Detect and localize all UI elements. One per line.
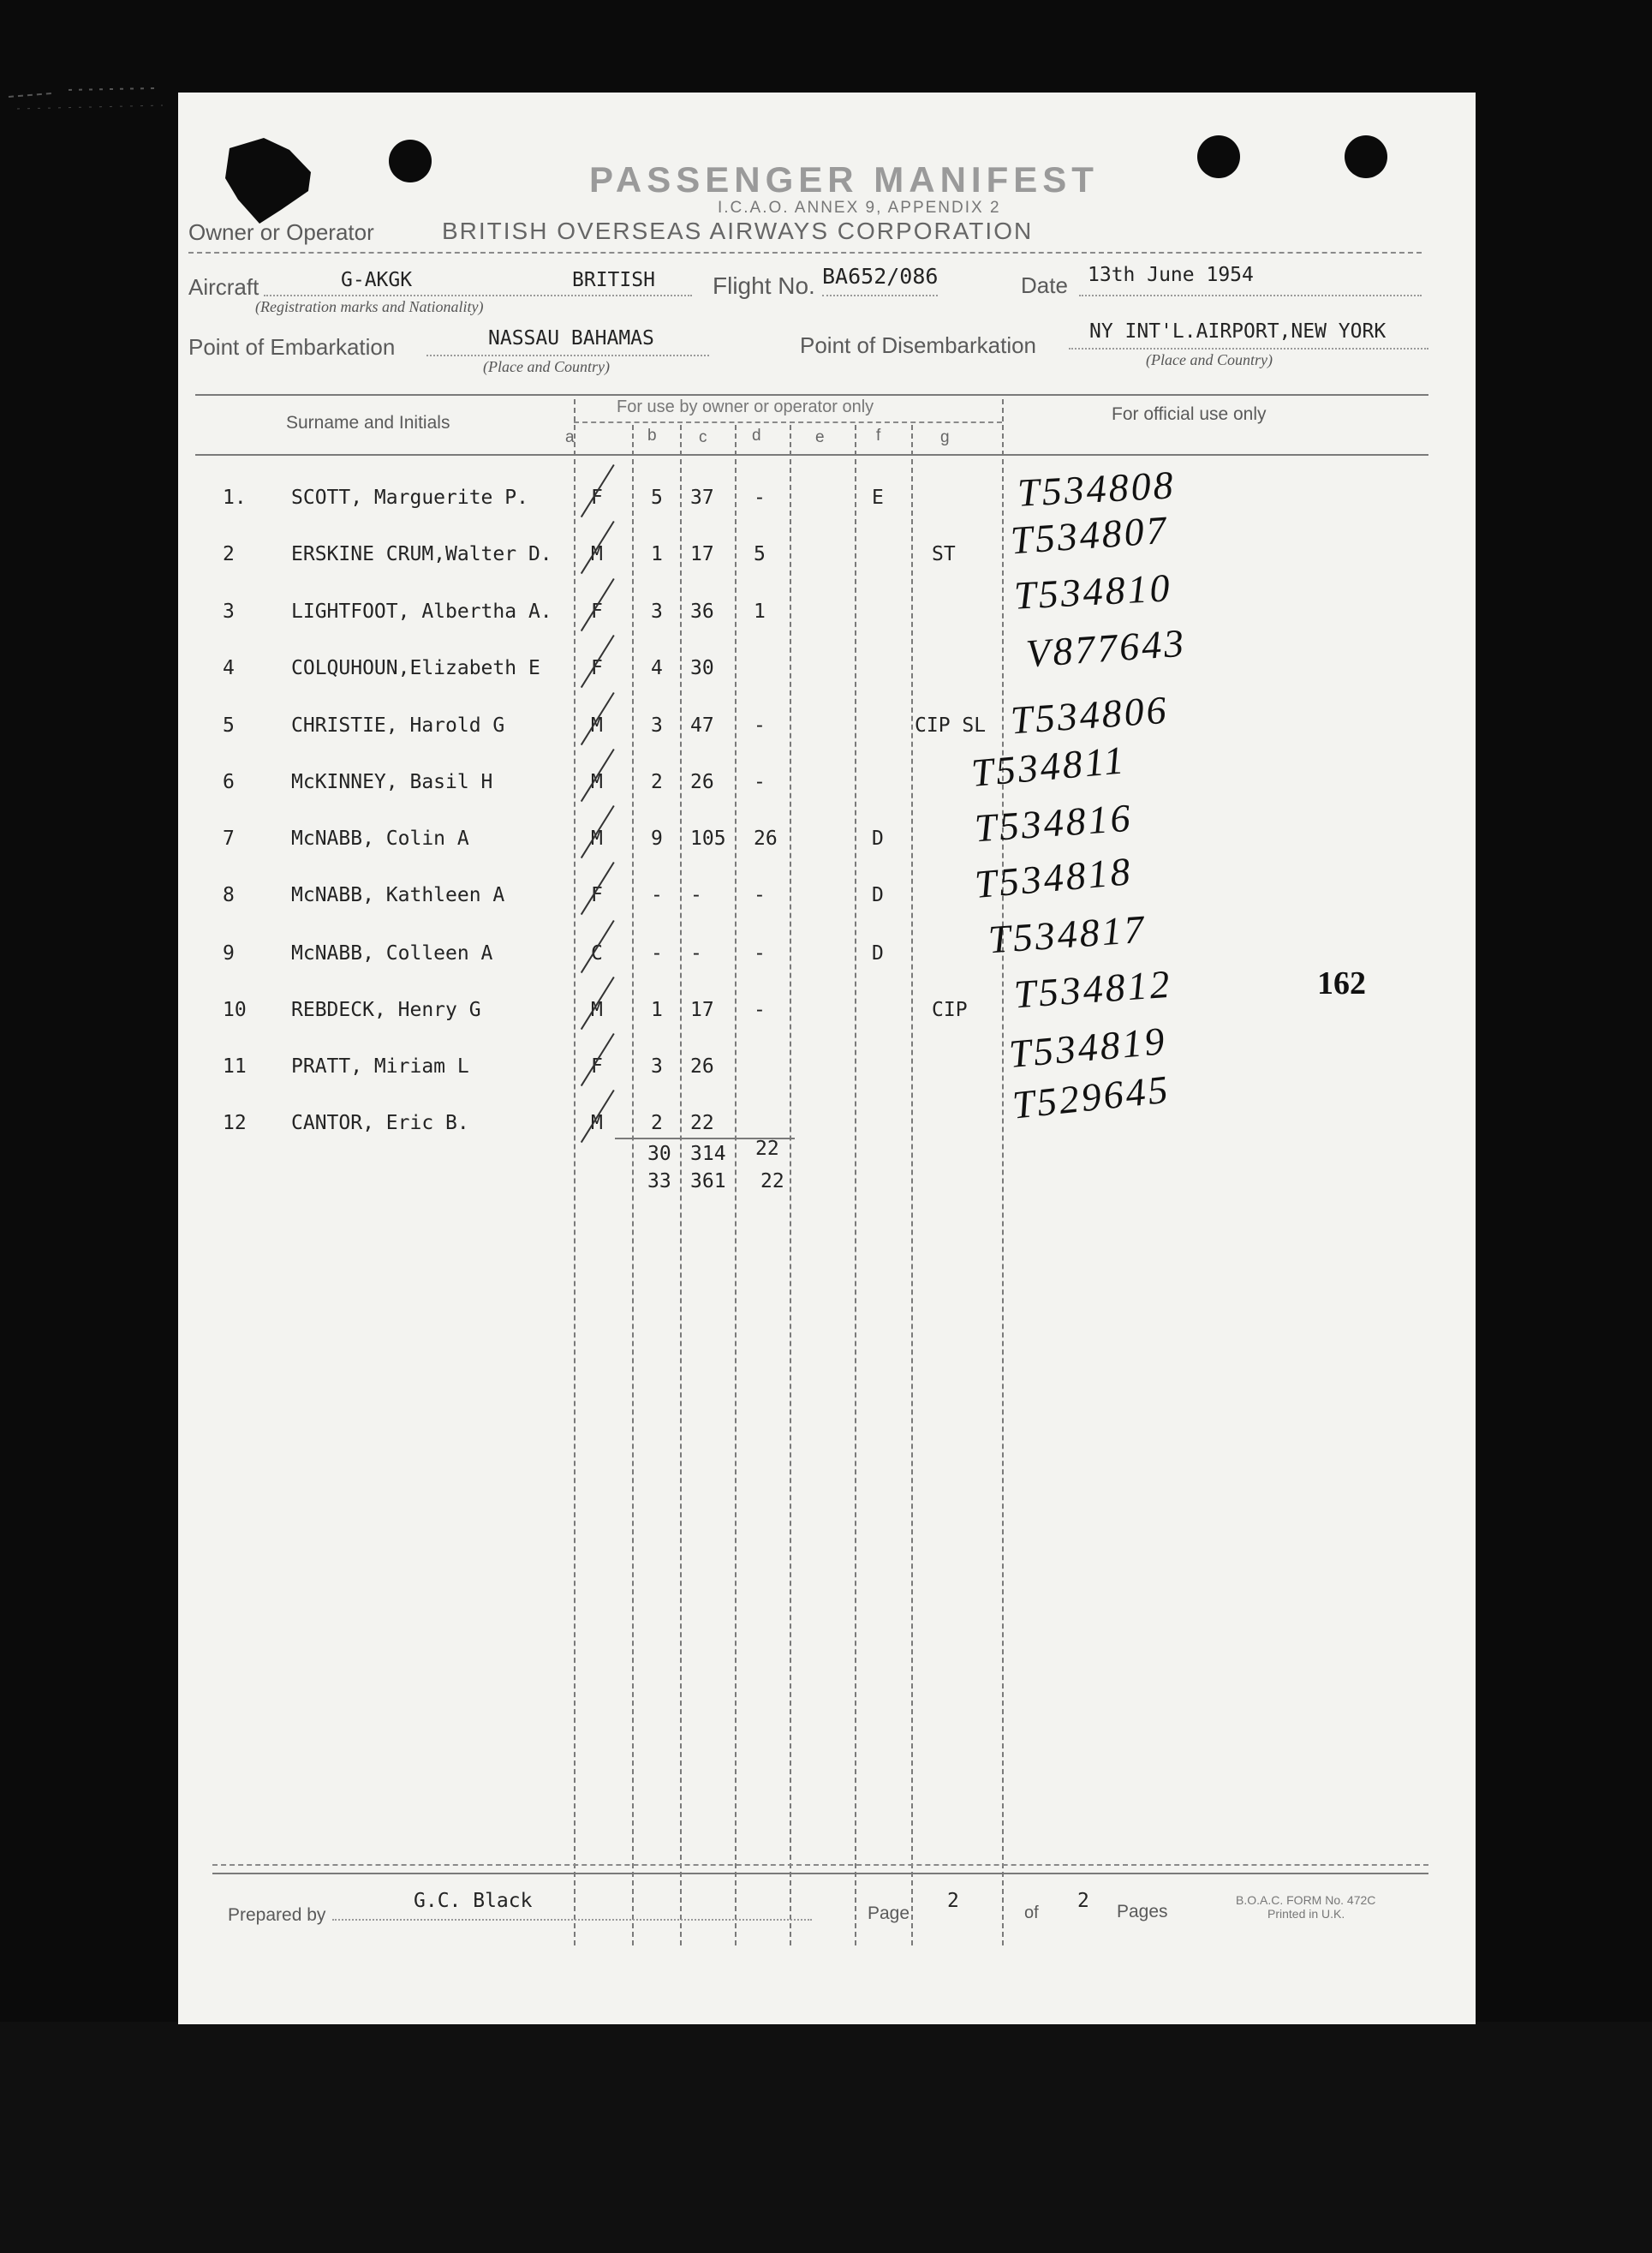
cell-c: - (690, 942, 702, 965)
total-d: 22 (760, 1170, 784, 1192)
embarkation-dotted-line (426, 355, 709, 356)
page-label: Page (868, 1903, 910, 1923)
cell-c: 26 (690, 771, 714, 793)
cell-b: - (651, 942, 663, 965)
disembarkation-caption: (Place and Country) (1146, 351, 1273, 368)
cell-c: 26 (690, 1055, 714, 1078)
col-divider (735, 425, 737, 1945)
official-header: For official use only (1112, 404, 1267, 424)
page-stamp-number: 162 (1317, 965, 1366, 1001)
cell-c: 30 (690, 657, 714, 679)
prepared-label: Prepared by (228, 1905, 326, 1925)
prepared-dotted-line (332, 1919, 812, 1921)
check-mark (581, 862, 615, 915)
prepared-value: G.C. Black (414, 1890, 533, 1912)
official-handwritten-number: T529645 (1010, 1067, 1172, 1127)
cell-b: 2 (651, 771, 663, 793)
cell-b: 1 (651, 543, 663, 565)
aircraft-nationality: BRITISH (572, 269, 655, 291)
cell-no: 8 (223, 884, 235, 906)
official-handwritten-number: T534812 (1012, 961, 1174, 1017)
col-header-b: b (647, 427, 657, 445)
cell-name: McNABB, Kathleen A (291, 884, 505, 906)
col-divider (632, 425, 634, 1945)
cell-b: 3 (651, 1055, 663, 1078)
cell-a: M (591, 771, 603, 793)
cell-a: M (591, 714, 603, 737)
cell-name: LIGHTFOOT, Albertha A. (291, 601, 552, 623)
cell-name: ERSKINE CRUM,Walter D. (291, 543, 552, 565)
cell-c: 17 (690, 999, 714, 1021)
subtotal-b: 30 (647, 1143, 671, 1165)
cell-no: 6 (223, 771, 235, 793)
cell-b: 9 (651, 828, 663, 850)
cell-a: F (591, 1055, 603, 1078)
cell-name: McNABB, Colleen A (291, 942, 493, 965)
cell-d: - (754, 884, 766, 906)
cell-g: ST (932, 543, 956, 565)
official-handwritten-number: T534816 (973, 795, 1135, 851)
col-divider (790, 425, 791, 1945)
cell-b: 3 (651, 601, 663, 623)
cell-c: - (690, 884, 702, 906)
cell-name: PRATT, Miriam L (291, 1055, 469, 1078)
cell-no: 4 (223, 657, 235, 679)
col-header-f: f (876, 427, 881, 445)
date-dotted-line (1079, 295, 1422, 296)
cell-b: 1 (651, 999, 663, 1021)
aircraft-registration: G-AKGK (341, 269, 413, 291)
page-value: 2 (947, 1890, 959, 1912)
check-mark (581, 464, 615, 517)
col-header-e: e (815, 428, 825, 446)
official-handwritten-number: T534806 (1009, 687, 1171, 743)
cell-a: M (591, 828, 603, 850)
cell-g: CIP SL (915, 714, 987, 737)
flight-number: BA652/086 (822, 264, 939, 289)
punch-hole (1197, 135, 1240, 178)
cell-name: SCOTT, Marguerite P. (291, 487, 528, 509)
col-divider (680, 425, 682, 1945)
punch-hole (389, 140, 432, 182)
cell-a: M (591, 999, 603, 1021)
total-c: 361 (690, 1170, 726, 1192)
embarkation-value: NASSAU BAHAMAS (488, 327, 654, 350)
check-mark (581, 805, 615, 858)
cell-no: 7 (223, 828, 235, 850)
scan-dust-marks (0, 81, 180, 116)
flight-label: Flight No. (713, 272, 815, 299)
cell-b: 2 (651, 1112, 663, 1134)
cell-a: F (591, 657, 603, 679)
of-label: of (1024, 1903, 1039, 1922)
operator-header-rule (574, 421, 1002, 423)
disembarkation-label: Point of Disembarkation (800, 332, 1037, 358)
col-divider (855, 425, 856, 1945)
cell-name: McKINNEY, Basil H (291, 771, 493, 793)
disembarkation-value: NY INT'L.AIRPORT,NEW YORK (1089, 320, 1387, 343)
printed-in: Printed in U.K. (1267, 1907, 1345, 1921)
cell-d: - (754, 942, 766, 965)
cell-b: - (651, 884, 663, 906)
cell-d: - (754, 999, 766, 1021)
cell-no: 12 (223, 1112, 247, 1134)
cell-name: McNABB, Colin A (291, 828, 469, 850)
cell-d: - (754, 714, 766, 737)
manifest-sheet (178, 93, 1476, 2024)
cell-f: E (872, 487, 884, 509)
footer-rule-2 (212, 1873, 1428, 1874)
check-mark (581, 578, 615, 631)
check-mark (581, 977, 615, 1030)
table-header-rule (195, 454, 1428, 456)
official-handwritten-number: T534810 (1012, 565, 1173, 618)
col-divider (911, 425, 913, 1945)
cell-name: REBDECK, Henry G (291, 999, 481, 1021)
owner-label: Owner or Operator (188, 219, 374, 245)
header-rule (188, 252, 1422, 254)
official-handwritten-number: V877643 (1024, 620, 1188, 676)
official-handwritten-number: T534819 (1007, 1019, 1169, 1076)
cell-no: 3 (223, 601, 235, 623)
cell-c: 22 (690, 1112, 714, 1134)
owner-value: BRITISH OVERSEAS AIRWAYS CORPORATION (442, 218, 1034, 244)
aircraft-label: Aircraft (188, 274, 259, 300)
cell-f: D (872, 828, 884, 850)
total-b: 33 (647, 1170, 671, 1192)
cell-name: COLQUHOUN,Elizabeth E (291, 657, 540, 679)
cell-c: 47 (690, 714, 714, 737)
official-handwritten-number: T534818 (973, 849, 1135, 906)
official-handwritten-number: T534807 (1009, 507, 1171, 563)
date-value: 13th June 1954 (1088, 264, 1254, 286)
cell-c: 105 (690, 828, 726, 850)
cell-d: 1 (754, 601, 766, 623)
cell-no: 1. (223, 487, 247, 509)
embarkation-label: Point of Embarkation (188, 334, 396, 360)
cell-a: M (591, 543, 603, 565)
torn-corner-mark (212, 131, 324, 225)
cell-f: D (872, 884, 884, 906)
col-header-c: c (699, 428, 707, 446)
col-divider (1002, 399, 1004, 1945)
cell-d: 26 (754, 828, 778, 850)
cell-b: 4 (651, 657, 663, 679)
cell-g: CIP (932, 999, 968, 1021)
col-divider (574, 399, 576, 1945)
cell-f: D (872, 942, 884, 965)
cell-c: 37 (690, 487, 714, 509)
check-mark (581, 692, 615, 745)
check-mark (581, 521, 615, 574)
cell-b: 5 (651, 487, 663, 509)
check-mark (581, 920, 615, 973)
official-handwritten-number: T534811 (969, 738, 1129, 795)
scanner-background (0, 2022, 1652, 2253)
table-top-rule (195, 394, 1428, 396)
operator-header: For use by owner or operator only (617, 397, 874, 416)
date-label: Date (1021, 272, 1068, 298)
cell-d: - (754, 487, 766, 509)
check-mark (581, 1090, 615, 1143)
cell-no: 11 (223, 1055, 247, 1078)
subtotal-d: 22 (755, 1138, 779, 1160)
flight-dotted-line (822, 295, 938, 296)
aircraft-dotted-line (264, 295, 692, 296)
check-mark (581, 1033, 615, 1086)
cell-d: - (754, 771, 766, 793)
col-header-a: a (565, 428, 575, 446)
form-number: B.O.A.C. FORM No. 472C (1236, 1893, 1376, 1907)
cell-no: 5 (223, 714, 235, 737)
official-handwritten-number: T534817 (987, 906, 1148, 962)
embarkation-caption: (Place and Country) (483, 358, 610, 375)
footer-rule (212, 1864, 1428, 1866)
cell-a: F (591, 487, 603, 509)
cell-d: 5 (754, 543, 766, 565)
cell-name: CANTOR, Eric B. (291, 1112, 469, 1134)
form-title: PASSENGER MANIFEST (589, 159, 1099, 200)
cell-no: 2 (223, 543, 235, 565)
cell-c: 36 (690, 601, 714, 623)
pages-value: 2 (1077, 1890, 1089, 1912)
pages-label: Pages (1117, 1902, 1168, 1921)
official-handwritten-number: T534808 (1016, 463, 1177, 515)
form-subtitle: I.C.A.O. ANNEX 9, APPENDIX 2 (718, 199, 1001, 217)
check-mark (581, 749, 615, 802)
subtotal-c: 314 (690, 1143, 726, 1165)
cell-no: 10 (223, 999, 247, 1021)
col-header-d: d (752, 427, 761, 445)
col-header-g: g (940, 428, 950, 446)
cell-a: C (591, 942, 603, 965)
check-mark (581, 635, 615, 688)
cell-c: 17 (690, 543, 714, 565)
punch-hole (1345, 135, 1387, 178)
cell-name: CHRISTIE, Harold G (291, 714, 505, 737)
cell-a: F (591, 601, 603, 623)
aircraft-caption: (Registration marks and Nationality) (255, 298, 484, 315)
cell-b: 3 (651, 714, 663, 737)
cell-no: 9 (223, 942, 235, 965)
cell-a: F (591, 884, 603, 906)
disembarkation-dotted-line (1069, 348, 1428, 350)
cell-a: M (591, 1112, 603, 1134)
surname-header: Surname and Initials (286, 413, 450, 433)
